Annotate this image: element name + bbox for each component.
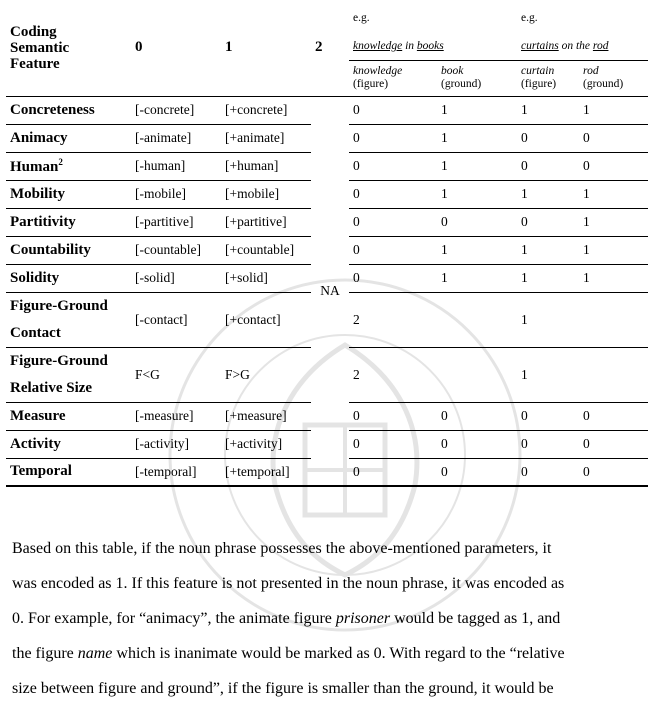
paragraph-text: would be tagged as 1, and [390,610,561,627]
feature-name [6,347,131,402]
curtain-value: 1 [517,347,648,402]
knowledge-value: 2 [349,347,517,402]
feature-name: Animacy [6,124,131,152]
knowledge-ground: 1 [437,124,517,152]
curtain-ground: 0 [579,458,648,486]
paragraph-line [12,636,648,671]
curtain-figure: 0 [517,430,579,458]
value-0: [-animate] [131,124,221,152]
paragraph-line: size between figure and ground”, if the figure is smaller than the ground, it would be [12,680,554,697]
curtain-ground: 0 [579,430,648,458]
curtain-figure: 1 [517,96,579,124]
eg1-word2: books [416,39,444,52]
value-0: [-mobile] [131,180,221,208]
knowledge-figure: 0 [349,152,437,180]
curtain-ground: 0 [579,124,648,152]
header-coding: Coding [10,23,57,40]
knowledge-ground: 0 [437,402,517,430]
knowledge-ground: 1 [437,152,517,180]
feature-name [6,292,131,347]
curtain-ground: 1 [579,180,648,208]
paragraph-text: which is inanimate would be marked as 0. With regard to the “relative [112,645,565,662]
feature-name: Solidity [6,264,131,292]
knowledge-figure: 0 [349,236,437,264]
header-col-0: 0 [131,0,221,96]
knowledge-figure: 0 [349,264,437,292]
curtain-ground: 0 [579,152,648,180]
value-1: [+solid] [221,264,311,292]
knowledge-figure: 0 [349,208,437,236]
feature-line-2: Relative Size [10,379,93,396]
eg1-figure [349,60,437,96]
feature-text: Human [10,158,59,175]
semantic-feature-table [6,0,648,487]
value-1: [+countable] [221,236,311,264]
curtain-ground: 1 [579,264,648,292]
knowledge-figure: 0 [349,430,437,458]
feature-name: Activity [6,430,131,458]
table-row [6,96,648,124]
eg1-phrase [349,32,517,60]
eg2-ground-role: (ground) [583,78,624,90]
header-feature: Feature [10,55,60,72]
feature-line-1: Figure-Ground [10,352,108,369]
curtain-figure: 1 [517,264,579,292]
value-0: [-temporal] [131,458,221,486]
knowledge-ground: 0 [437,430,517,458]
curtain-figure: 0 [517,458,579,486]
knowledge-ground: 0 [437,208,517,236]
feature-name: Measure [6,402,131,430]
eg1-figure-word: knowledge [353,65,403,77]
value-0: [-partitive] [131,208,221,236]
knowledge-figure: 0 [349,124,437,152]
feature-line-1: Figure-Ground [10,297,108,314]
eg2-word1: curtains [521,39,559,52]
feature-name: Partitivity [6,208,131,236]
eg2-figure-role: (figure) [521,78,557,90]
value-0: [-measure] [131,402,221,430]
eg2-label: e.g. [521,12,538,24]
value-0: F<G [131,347,221,402]
value-1: [+measure] [221,402,311,430]
paragraph-text: the figure [12,645,78,662]
curtain-figure: 1 [517,180,579,208]
paragraph-line: was encoded as 1. If this feature is not presented in the noun phrase, it was encoded as [12,575,565,592]
curtain-ground: 1 [579,96,648,124]
knowledge-ground: 1 [437,96,517,124]
eg1-ground-role: (ground) [441,78,482,90]
feature-name [6,152,131,180]
body-paragraph [12,531,648,706]
feature-line-2: Contact [10,324,61,341]
header-col-1: 1 [221,0,311,96]
example-word-name: name [77,645,113,662]
value-1: [+animate] [221,124,311,152]
eg2-mid: on the [558,39,593,52]
feature-name: Countability [6,236,131,264]
curtain-ground: 1 [579,236,648,264]
paragraph-text: 0. For example, for “animacy”, the animate figure [12,610,336,627]
knowledge-figure: 0 [349,96,437,124]
feature-name: Temporal [6,458,131,486]
eg1-ground-word: book [441,65,464,77]
header-col-2: 2 [311,0,349,96]
header-semantic: Semantic [10,39,70,56]
eg2-figure [517,60,579,96]
curtain-figure: 0 [517,208,579,236]
value-0: [-contact] [131,292,221,347]
curtain-figure: 0 [517,402,579,430]
curtain-value: 1 [517,292,648,347]
value-1: [+temporal] [221,458,311,486]
feature-name: Mobility [6,180,131,208]
value-0: [-solid] [131,264,221,292]
knowledge-ground: 1 [437,236,517,264]
knowledge-ground: 0 [437,458,517,486]
value-0: [-human] [131,152,221,180]
value-1: F>G [221,347,311,402]
value-1: [+human] [221,152,311,180]
value-0: [-activity] [131,430,221,458]
value-1: [+mobile] [221,180,311,208]
eg1-word1: knowledge [353,39,403,52]
eg1-mid: in [402,39,417,52]
knowledge-ground: 1 [437,180,517,208]
header-row-1 [6,0,648,32]
eg1-figure-role: (figure) [353,78,389,90]
eg1-ground [437,60,517,96]
na-cell: NA [311,96,349,486]
value-0: [-countable] [131,236,221,264]
eg2-ground-word: rod [583,65,599,77]
knowledge-figure: 0 [349,458,437,486]
value-0: [-concrete] [131,96,221,124]
knowledge-ground: 1 [437,264,517,292]
value-1: [+concrete] [221,96,311,124]
knowledge-figure: 0 [349,402,437,430]
knowledge-figure: 0 [349,180,437,208]
curtain-figure: 1 [517,236,579,264]
curtain-ground: 1 [579,208,648,236]
footnote-marker: 2 [58,156,63,167]
eg2-ground [579,60,648,96]
eg1-label: e.g. [353,12,370,24]
knowledge-value: 2 [349,292,517,347]
eg2-word2: rod [592,39,609,52]
eg2-phrase [517,32,648,60]
value-1: [+contact] [221,292,311,347]
value-1: [+partitive] [221,208,311,236]
curtain-figure: 0 [517,124,579,152]
paragraph-line [12,601,648,636]
example-word-prisoner: prisoner [335,610,391,627]
value-1: [+activity] [221,430,311,458]
paragraph-line: Based on this table, if the noun phrase possesses the above-mentioned parameters, it [12,540,552,557]
feature-name: Concreteness [6,96,131,124]
curtain-figure: 0 [517,152,579,180]
eg2-figure-word: curtain [521,65,555,77]
curtain-ground: 0 [579,402,648,430]
